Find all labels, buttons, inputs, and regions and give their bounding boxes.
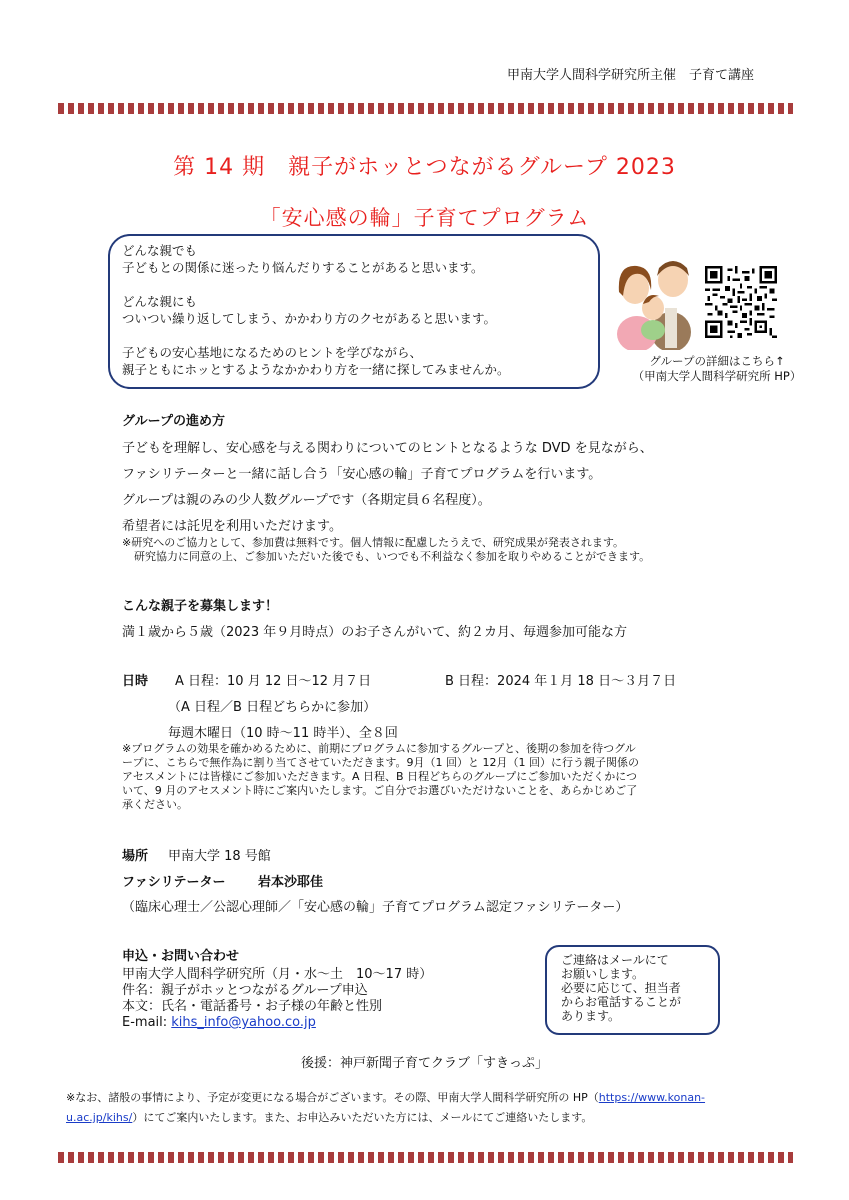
- schedule-weekly: 毎週木曜日（10 時～11 時半）、全８回: [168, 726, 398, 741]
- email-link[interactable]: kihs_info@yahoo.co.jp: [171, 1015, 316, 1030]
- progress-heading: グループの進め方: [122, 414, 225, 429]
- progress-note: 研究協力に同意の上、ご参加いただいた後でも、いつでも不利益なく参加を取りやめることができます。: [134, 550, 651, 563]
- schedule-note-line: いて、9 月のアセスメント時にご案内いたします。ご自分でお選びいただけないことを、あらかじめご了: [122, 784, 638, 797]
- recruit-text: 満１歳から５歳（2023 年９月時点）のお子さんがいて、約２カ月、毎週参加可能な方: [122, 625, 627, 640]
- intro-line: ついつい繰り返してしまう、かかわり方のクセがあると思います。: [122, 311, 497, 326]
- contact-note-line: お願いします。: [561, 967, 645, 981]
- schedule-note: [122, 742, 639, 812]
- schedule-note-line: ※プログラムの効果を確かめるために、前期にプログラムに参加するグループと、後期の参加を待つグル: [122, 742, 636, 755]
- schedule-note-line: アセスメントには皆様にご参加いただきます。A 日程、B 日程どちらのグループにご参加いただくかにつ: [122, 770, 637, 783]
- facilitator-quals: （臨床心理士／公認心理師／「安心感の輪」子育てプログラム認定ファシリテーター）: [122, 900, 629, 915]
- schedule-b: B 日程：2024 年１月 18 日～３月７日: [445, 674, 677, 689]
- intro-paragraph: [122, 293, 586, 327]
- contact-note-box: [545, 945, 720, 1035]
- contact-subject: 件名：親子がホッとつながるグループ申込: [122, 983, 368, 998]
- contact-note-line: からお電話することが: [561, 995, 682, 1009]
- schedule-choose: （A 日程／B 日程どちらかに参加）: [168, 700, 377, 715]
- qr-caption-line: グループの詳細はこちら↑: [649, 354, 785, 368]
- contact-heading: 申込・お問い合わせ: [122, 949, 240, 964]
- schedule-a: A 日程：10 月 12 日～12 月７日: [175, 674, 372, 689]
- schedule-note-line: ープに、こちらで無作為に割り当てさせていただきます。9月（1 回）と 12月（1 回）に行う親子関係の: [122, 756, 639, 769]
- host-line: 甲南大学人間科学研究所主催 子育て講座: [506, 68, 754, 83]
- progress-line: 子どもを理解し、安心感を与える関わりについてのヒントとなるような DVD を見ながら、: [122, 441, 653, 456]
- progress-line: グループは親のみの少人数グループです（各期定員６名程度）。: [122, 493, 491, 508]
- bottom-divider: [58, 1152, 793, 1163]
- contact-body: 本文：氏名・電話番号・お子様の年齢と性別: [122, 999, 383, 1014]
- footer-text: ）にてご案内いたします。また、お申込みいただいた方には、メールにてご連絡いたします。: [132, 1111, 593, 1124]
- footer-note: [66, 1088, 788, 1128]
- progress-note: ※研究へのご協力として、参加費は無料です。個人情報に配慮したうえで、研究成果が発表されます。: [122, 536, 625, 549]
- page-subtitle: 「安心感の輪」子育てプログラム: [259, 206, 590, 230]
- intro-box: [108, 234, 600, 389]
- intro-line: 親子ともにホッとするようなかかわり方を一緒に探してみませんか。: [122, 362, 510, 377]
- contact-note-line: あります。: [561, 1009, 621, 1023]
- intro-line: どんな親にも: [122, 294, 198, 309]
- recruit-heading: こんな親子を募集します！: [122, 599, 279, 614]
- progress-line: ファシリテーターと一緒に話し合う「安心感の輪」子育てプログラムを行います。: [122, 467, 602, 482]
- intro-line: 子どもとの関係に迷ったり悩んだりすることがあると思います。: [122, 260, 484, 275]
- hp-link[interactable]: https://www.konan-: [598, 1091, 706, 1104]
- qr-caption: [618, 354, 816, 384]
- family-illustration: [613, 250, 703, 350]
- venue-label: 場所: [122, 849, 149, 864]
- intro-line: どんな親でも: [122, 243, 198, 258]
- contact-email-row: [122, 1015, 432, 1031]
- contact-org: 甲南大学人間科学研究所（月・水～土 10～17 時）: [122, 967, 433, 982]
- hp-link-cont[interactable]: u.ac.jp/kihs/: [66, 1111, 133, 1124]
- footer-text: ※なお、諸般の事情により、予定が変更になる場合がございます。その際、甲南大学人間科学研究所の HP（: [66, 1091, 599, 1104]
- contact-note-line: ご連絡はメールにて: [561, 953, 669, 967]
- contact-note-line: 必要に応じて、担当者: [561, 981, 681, 995]
- venue-value: 甲南大学 18 号館: [168, 849, 271, 864]
- page-title: 第 14 期 親子がホッとつながるグループ 2023: [173, 155, 676, 180]
- progress-line: 希望者には託児を利用いただけます。: [122, 519, 342, 534]
- facilitator-label: ファシリテーター: [122, 875, 226, 890]
- schedule-note-line: 承ください。: [122, 798, 188, 811]
- qr-code-icon[interactable]: [705, 266, 777, 338]
- intro-line: 子どもの安心基地になるためのヒントを学びながら、: [122, 345, 423, 360]
- facilitator-name: 岩本沙耶佳: [258, 875, 324, 890]
- email-label: E-mail:: [122, 1015, 172, 1030]
- schedule-label: 日時: [122, 674, 149, 689]
- support-line: 後援：神戸新聞子育てクラブ「すきっぷ」: [300, 1056, 548, 1071]
- top-divider: [58, 103, 793, 114]
- intro-paragraph: [122, 242, 586, 276]
- intro-paragraph: [122, 344, 586, 378]
- contact-info: [122, 967, 432, 1031]
- qr-caption-line: （甲南大学人間科学研究所 HP）: [632, 369, 802, 383]
